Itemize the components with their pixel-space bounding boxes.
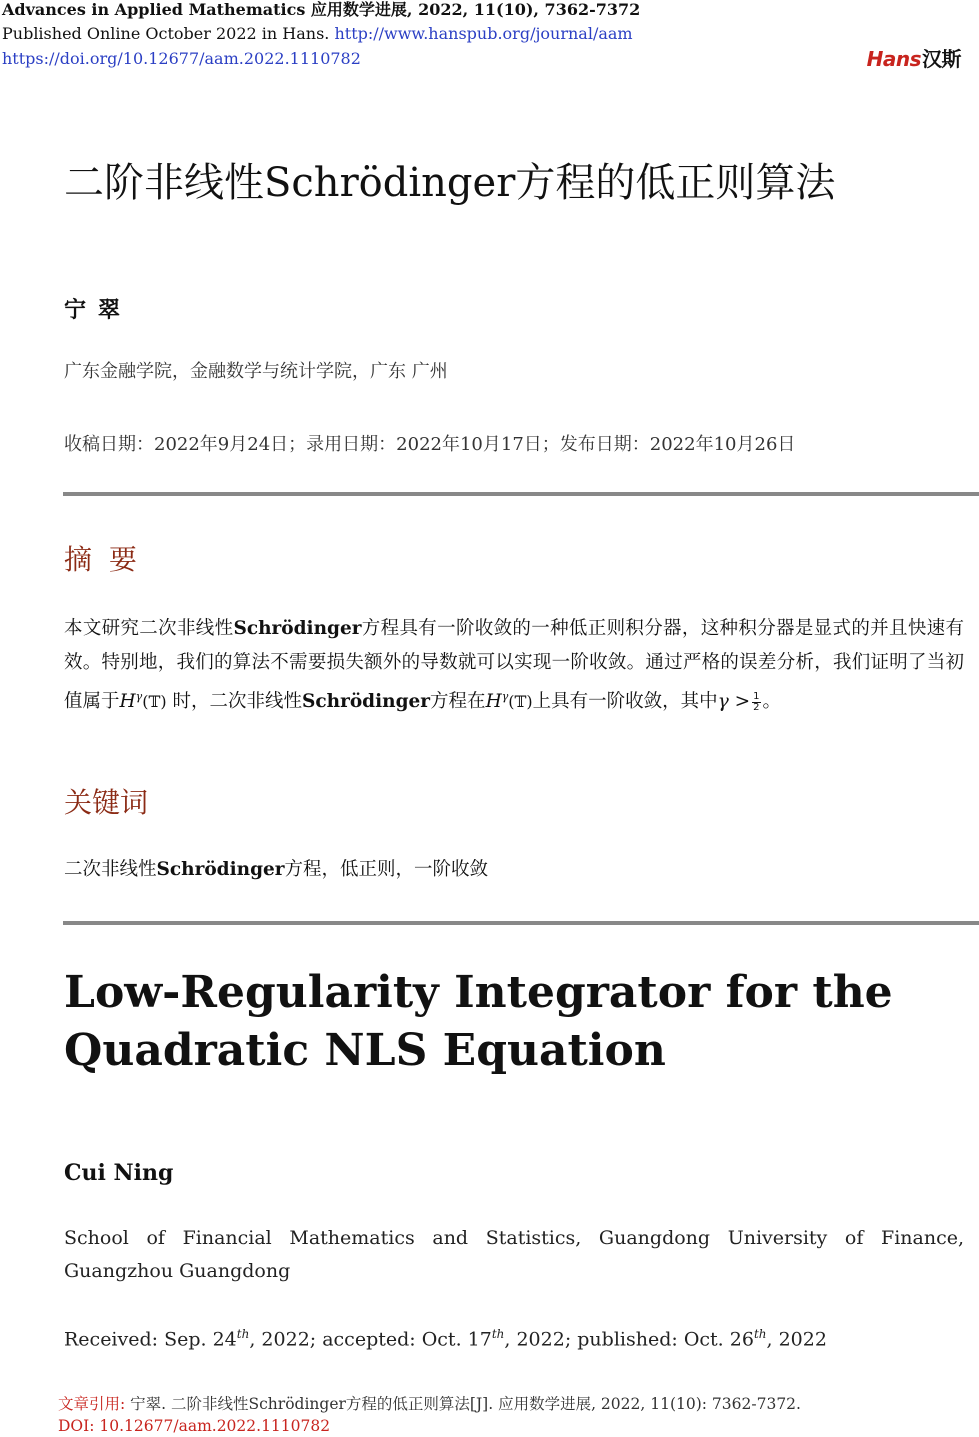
math-fraction	[752, 692, 760, 713]
journal-link[interactable]: http://www.hanspub.org/journal/aam	[334, 24, 633, 43]
chinese-dates: 收稿日期：2022年9月24日；录用日期：2022年10月17日；发布日期：2022年10月26日	[64, 434, 796, 455]
journal-header: Advances in Applied Mathematics 应用数学进展, 2022, 11(10), 7362-7372	[2, 0, 641, 19]
keywords-text	[64, 855, 488, 881]
citation-doi[interactable]: DOI: 10.12677/aam.2022.1110782	[58, 1417, 331, 1435]
hans-logo	[867, 43, 961, 72]
math-torus: (𝕋)	[508, 692, 533, 712]
keyword-term: Schrödinger	[156, 859, 285, 880]
date-seg: Received: Sep. 24	[64, 1328, 237, 1351]
fraction-denominator: 2	[753, 701, 760, 713]
english-affiliation: School of Financial Mathematics and Statistics, Guangdong University of Finance, Guangzhou Guangdong	[64, 1227, 964, 1282]
keyword-seg: 方程，低正则，一阶收敛	[284, 859, 489, 880]
math-gamma: γ	[501, 690, 509, 703]
abstract-seg: 上具有一阶收敛，其中	[532, 691, 718, 713]
date-seg: , 2022; published: Oct. 26	[504, 1328, 754, 1351]
abstract-seg: 方程具有一阶收敛的一种低正则积分器，这种积分器是显式的并且快速有效。特别地，我们的算法不需要损失额外的导数就可以实现一阶收敛。通过严格的误差分析，我们证明了当初值属于	[64, 618, 964, 713]
citation-line	[58, 1393, 801, 1415]
date-suffix: th	[236, 1327, 250, 1341]
chinese-title: 二阶非线性Schrödinger方程的低正则算法	[64, 160, 836, 206]
chinese-affiliation: 广东金融学院，金融数学与统计学院，广东 广州	[64, 361, 448, 382]
citation-footer	[58, 1393, 801, 1437]
published-line	[2, 24, 633, 44]
published-prefix: Published Online October 2022 in Hans.	[2, 24, 335, 43]
abstract-seg: 。	[762, 691, 782, 713]
date-seg: , 2022; accepted: Oct. 17	[249, 1328, 492, 1351]
abstract-seg: 时，二次非线性	[166, 691, 303, 713]
chinese-author: 宁翠	[64, 297, 133, 323]
logo-cn: 汉斯	[922, 47, 961, 71]
abstract-seg: 方程在	[430, 691, 486, 713]
citation-text: 宁翠. 二阶非线性Schrödinger方程的低正则算法[J]. 应用数学进展, 2022, 11(10): 7362-7372.	[130, 1395, 801, 1413]
abstract-term: Schrödinger	[302, 691, 431, 713]
english-title: Low-Regularity Integrator for the Quadratic NLS Equation	[64, 967, 893, 1076]
date-suffix: th	[753, 1327, 767, 1341]
abstract-text	[64, 612, 964, 719]
section-divider	[63, 921, 979, 925]
math-inequality: γ >	[717, 691, 751, 713]
abstract-heading: 摘 要	[64, 543, 141, 576]
logo-latin: Hans	[866, 47, 921, 71]
english-author: Cui Ning	[64, 1160, 174, 1186]
date-seg: , 2022	[766, 1328, 827, 1351]
math-gamma: γ	[135, 690, 143, 703]
english-dates	[64, 1327, 827, 1350]
abstract-term: Schrödinger	[233, 618, 362, 639]
abstract-seg: 本文研究二次非线性	[64, 618, 234, 639]
date-suffix: th	[491, 1327, 505, 1341]
math-h: H	[119, 691, 136, 713]
section-divider	[63, 492, 979, 496]
keyword-seg: 二次非线性	[64, 859, 157, 880]
fraction-numerator: 1	[753, 690, 760, 702]
doi-link[interactable]: https://doi.org/10.12677/aam.2022.1110782	[2, 49, 361, 68]
math-torus: (𝕋)	[142, 692, 167, 712]
keywords-heading: 关键词	[64, 786, 149, 819]
citation-label: 文章引用:	[58, 1395, 131, 1413]
math-h: H	[485, 691, 502, 713]
